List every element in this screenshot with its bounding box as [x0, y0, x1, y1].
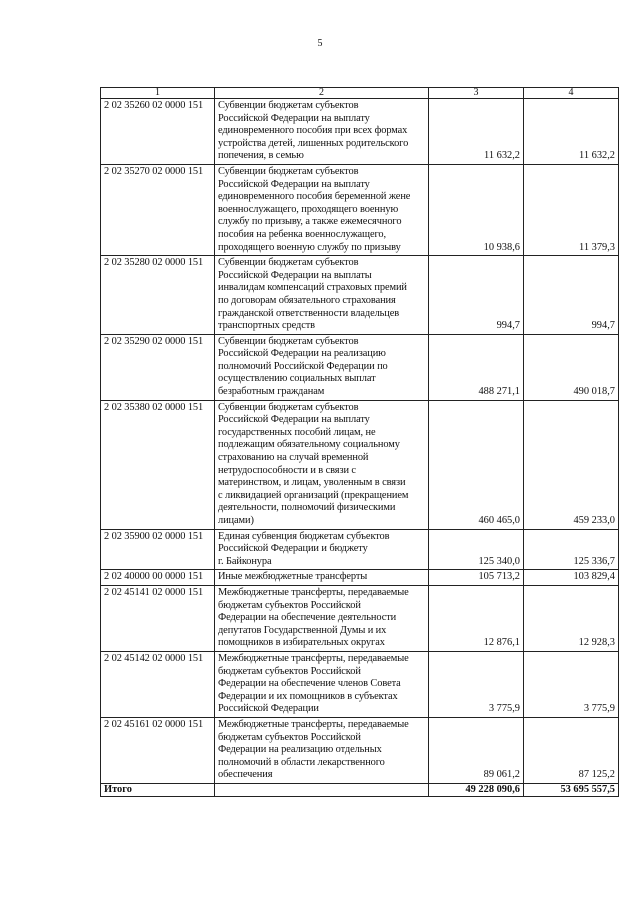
- description-line: Иные межбюджетные трансферты: [218, 571, 368, 583]
- description-line: Российской Федерации на выплату: [218, 178, 370, 190]
- row-value-col3: 488 271,1: [429, 334, 524, 400]
- description-line: Субвенции бюджетам субъектов: [218, 257, 359, 269]
- row-value-col4: 459 233,0: [524, 400, 619, 529]
- table-row: [101, 570, 619, 586]
- row-value-col3: 125 340,0: [429, 529, 524, 570]
- description-line: Субвенции бюджетам субъектов: [218, 401, 359, 413]
- row-value-col4: 3 775,9: [524, 651, 619, 717]
- row-value-col3: 12 876,1: [429, 585, 524, 651]
- description-line: единовременного пособия беременной жене: [218, 191, 411, 203]
- description-line: Межбюджетные трансферты, передаваемые: [218, 718, 409, 730]
- row-code: 2 02 35260 02 0000 151: [101, 99, 215, 165]
- total-value-col4: 53 695 557,5: [524, 783, 619, 796]
- column-header-4: 4: [524, 88, 619, 99]
- table-row: [101, 585, 619, 651]
- description-line: Федерации на обеспечение деятельности: [218, 612, 397, 624]
- row-description: [215, 164, 429, 255]
- row-value-col4: 994,7: [524, 256, 619, 335]
- description-line: помощников в избирательных округах: [218, 637, 385, 649]
- row-code: 2 02 45142 02 0000 151: [101, 651, 215, 717]
- description-line: Субвенции бюджетам субъектов: [218, 165, 359, 177]
- row-code: 2 02 35280 02 0000 151: [101, 256, 215, 335]
- description-line: устройства детей, лишенных родительского: [218, 137, 409, 149]
- description-line: нетрудоспособности и в связи с: [218, 464, 356, 476]
- description-line: гражданской ответственности владельцев: [218, 307, 400, 319]
- table-row: [101, 334, 619, 400]
- row-value-col4: 11 632,2: [524, 99, 619, 165]
- row-code: 2 02 45161 02 0000 151: [101, 717, 215, 783]
- row-code: 2 02 35270 02 0000 151: [101, 164, 215, 255]
- row-description: [215, 256, 429, 335]
- row-value-col4: 87 125,2: [524, 717, 619, 783]
- row-value-col3: 994,7: [429, 256, 524, 335]
- total-spacer: [215, 783, 429, 796]
- row-value-col4: 11 379,3: [524, 164, 619, 255]
- row-description: [215, 570, 429, 586]
- row-value-col3: 460 465,0: [429, 400, 524, 529]
- description-line: безработным гражданам: [218, 386, 325, 398]
- description-line: инвалидам компенсаций страховых премий: [218, 282, 407, 294]
- column-header-1: 1: [101, 88, 215, 99]
- description-line: единовременного пособия при всех формах: [218, 125, 408, 137]
- row-description: [215, 717, 429, 783]
- description-line: лицами): [218, 515, 254, 526]
- table-row: [101, 99, 619, 165]
- row-value-col4: 125 336,7: [524, 529, 619, 570]
- column-header-3: 3: [429, 88, 524, 99]
- description-line: депутатов Государственной Думы и их: [218, 624, 387, 636]
- description-line: Российской Федерации: [218, 703, 319, 715]
- description-line: военнослужащего, проходящего военную: [218, 203, 399, 215]
- description-line: деятельности, полномочий физическими: [218, 502, 396, 514]
- description-line: г. Байконура: [218, 555, 272, 567]
- row-code: 2 02 35900 02 0000 151: [101, 529, 215, 570]
- table-row: [101, 529, 619, 570]
- description-line: подлежащим обязательному социальному: [218, 439, 400, 451]
- description-line: страхованию на случай временной: [218, 452, 369, 464]
- description-line: осуществлению социальных выплат: [218, 373, 376, 385]
- description-line: Межбюджетные трансферты, передаваемые: [218, 586, 409, 598]
- table-header-row: [101, 88, 619, 99]
- description-line: Федерации и их помощников в субъектах: [218, 690, 398, 702]
- column-header-2: 2: [215, 88, 429, 99]
- description-line: Субвенции бюджетам субъектов: [218, 335, 359, 347]
- table-row: [101, 400, 619, 529]
- description-line: обеспечения: [218, 769, 273, 781]
- row-code: 2 02 35290 02 0000 151: [101, 334, 215, 400]
- description-line: с ликвидацией организаций (прекращением: [218, 489, 409, 501]
- row-description: [215, 334, 429, 400]
- description-line: полномочий в области лекарственного: [218, 756, 385, 768]
- description-line: попечения, в семью: [218, 150, 304, 162]
- row-code: 2 02 45141 02 0000 151: [101, 585, 215, 651]
- row-value-col3: 89 061,2: [429, 717, 524, 783]
- description-line: Российской Федерации и бюджету: [218, 543, 368, 555]
- row-code: 2 02 35380 02 0000 151: [101, 400, 215, 529]
- total-label: Итого: [101, 783, 215, 796]
- description-line: Федерации на обеспечение членов Совета: [218, 678, 401, 690]
- row-description: [215, 529, 429, 570]
- row-value-col3: 105 713,2: [429, 570, 524, 586]
- table-row: [101, 256, 619, 335]
- description-line: службу по призыву, а также ежемесячного: [218, 216, 402, 228]
- description-line: полномочий Российской Федерации по: [218, 360, 388, 372]
- row-value-col3: 10 938,6: [429, 164, 524, 255]
- row-description: [215, 99, 429, 165]
- description-line: Российской Федерации на выплату: [218, 414, 370, 426]
- description-line: пособия на ребенка военнослужащего,: [218, 228, 386, 240]
- description-line: Межбюджетные трансферты, передаваемые: [218, 652, 409, 664]
- row-value-col4: 490 018,7: [524, 334, 619, 400]
- row-value-col4: 12 928,3: [524, 585, 619, 651]
- description-line: Российской Федерации на выплаты: [218, 269, 372, 281]
- description-line: Субвенции бюджетам субъектов: [218, 100, 359, 111]
- description-line: Единая субвенция бюджетам субъектов: [218, 530, 390, 542]
- table-row: [101, 164, 619, 255]
- budget-table: [100, 87, 619, 797]
- description-line: бюджетам субъектов Российской: [218, 665, 361, 677]
- row-description: [215, 651, 429, 717]
- row-description: [215, 585, 429, 651]
- description-line: Российской Федерации на выплату: [218, 112, 370, 124]
- description-line: транспортных средств: [218, 320, 315, 332]
- description-line: Федерации на реализацию отдельных: [218, 744, 382, 756]
- row-value-col3: 11 632,2: [429, 99, 524, 165]
- row-value-col3: 3 775,9: [429, 651, 524, 717]
- row-code: 2 02 40000 00 0000 151: [101, 570, 215, 586]
- description-line: материнством, и лицам, уволенным в связи: [218, 477, 406, 489]
- description-line: бюджетам субъектов Российской: [218, 599, 361, 611]
- description-line: государственных пособий лицам, не: [218, 426, 376, 438]
- table-row: [101, 717, 619, 783]
- total-value-col3: 49 228 090,6: [429, 783, 524, 796]
- row-description: [215, 400, 429, 529]
- page-number: 5: [317, 38, 323, 49]
- description-line: Российской Федерации на реализацию: [218, 348, 386, 360]
- description-line: проходящего военную службу по призыву: [218, 241, 401, 253]
- description-line: бюджетам субъектов Российской: [218, 731, 361, 743]
- row-value-col4: 103 829,4: [524, 570, 619, 586]
- description-line: по договорам обязательного страхования: [218, 294, 396, 306]
- total-row: [101, 783, 619, 796]
- table-row: [101, 651, 619, 717]
